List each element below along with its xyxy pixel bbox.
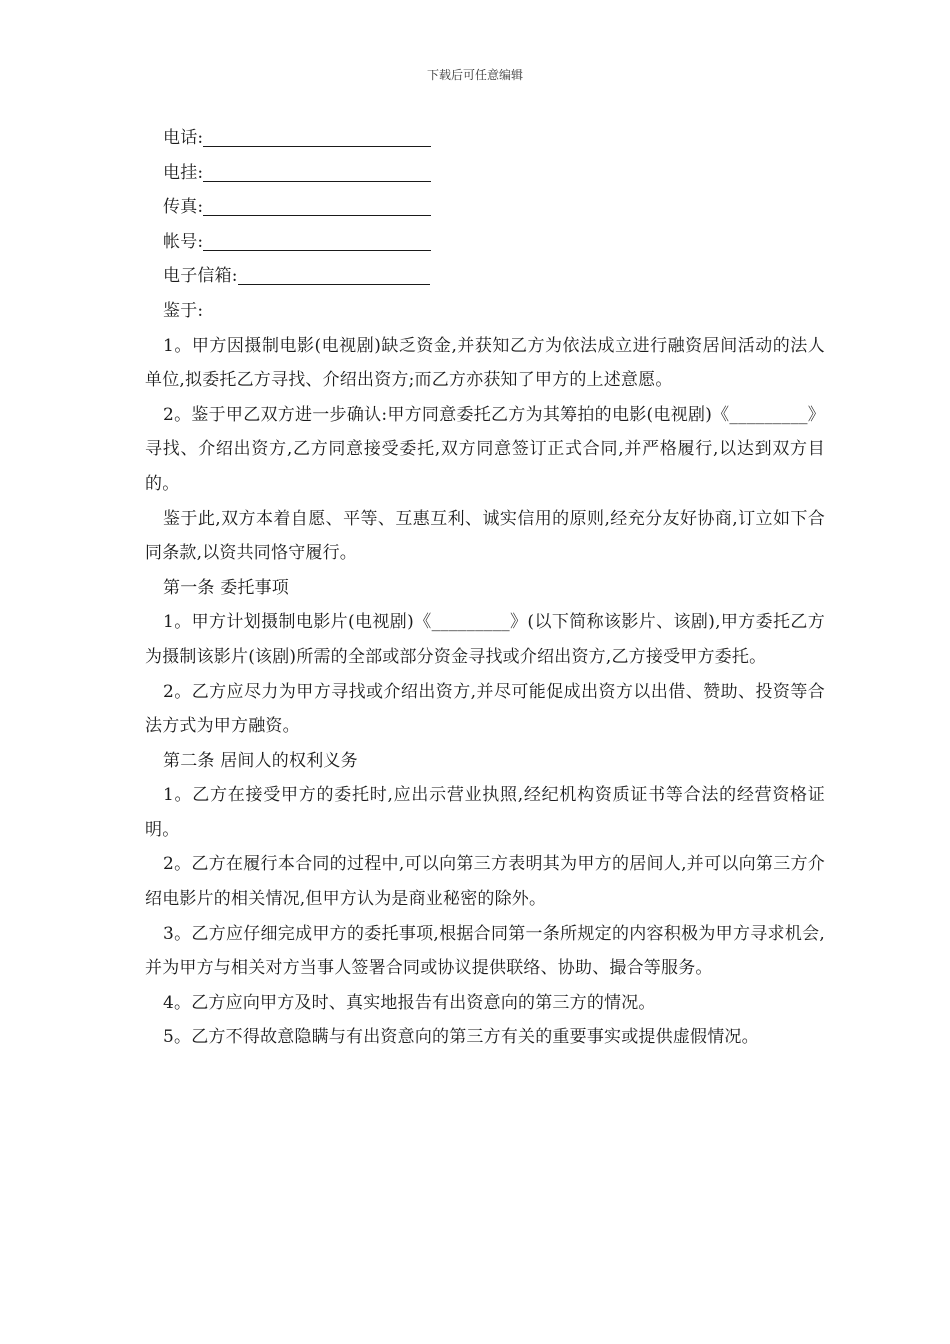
email-field (145, 259, 825, 294)
article-2-item-1: 1。乙方在接受甲方的委托时,应出示营业执照,经纪机构资质证书等合法的经营资格证明。 (145, 785, 825, 840)
contract-body (145, 121, 825, 1055)
field-label: 电挂: (163, 162, 204, 183)
cable-field (145, 156, 825, 191)
account-field (145, 225, 825, 260)
article-1-title: 第一条 委托事项 (163, 577, 290, 598)
cable-blank[interactable] (203, 161, 431, 182)
whereas-conclusion: 鉴于此,双方本着自愿、平等、互惠互利、诚实信用的原则,经充分友好协商,订立如下合同条款,以资共同恪守履行。 (145, 508, 825, 564)
article-2-title: 第二条 居间人的权利义务 (163, 750, 358, 771)
phone-blank[interactable] (203, 126, 431, 147)
article-1-item-1: 1。甲方计划摄制电影片(电视剧)《_________》(以下简称该影片、该剧),甲方委托乙方为摄制该影片(该剧)所需的全部或部分资金寻找或介绍出资方,乙方接受甲方委托。 (145, 612, 825, 667)
field-label: 电话: (163, 128, 204, 148)
field-label: 电子信箱: (163, 266, 238, 287)
fax-field (145, 190, 825, 225)
fax-blank[interactable] (203, 195, 431, 216)
account-blank[interactable] (203, 230, 431, 251)
article-2-item-4: 4。乙方应向甲方及时、真实地报告有出资意向的第三方的情况。 (163, 992, 656, 1013)
field-label: 帐号: (163, 231, 204, 252)
whereas-label: 鉴于: (163, 300, 204, 321)
email-blank[interactable] (238, 264, 430, 285)
whereas-clause-1: 1。甲方因摄制电影(电视剧)缺乏资金,并获知乙方为依法成立进行融资居间活动的法人单位,拟委托乙方寻找、介绍出资方;而乙方亦获知了甲方的上述意愿。 (145, 335, 825, 391)
phone-field (145, 121, 825, 156)
whereas-clause-2: 2。鉴于甲乙双方进一步确认:甲方同意委托乙方为其筹拍的电影(电视剧)《_________》寻找、介绍出资方,乙方同意接受委托,双方同意签订正式合同,并严格履行,以达到双方目的。 (145, 404, 825, 494)
article-2-item-5: 5。乙方不得故意隐瞒与有出资意向的第三方有关的重要事实或提供虚假情况。 (163, 1027, 759, 1048)
article-1-item-2: 2。乙方应尽力为甲方寻找或介绍出资方,并尽可能促成出资方以出借、赞助、投资等合法方式为甲方融资。 (145, 681, 825, 737)
field-label: 传真: (163, 197, 204, 218)
article-2-item-3: 3。乙方应仔细完成甲方的委托事项,根据合同第一条所规定的内容积极为甲方寻求机会,并为甲方与相关对方当事人签署合同或协议提供联络、协助、撮合等服务。 (145, 923, 825, 979)
page-header-note: 下载后可任意编辑 (426, 68, 523, 82)
article-2-item-2: 2。乙方在履行本合同的过程中,可以向第三方表明其为甲方的居间人,并可以向第三方介绍电影片的相关情况,但甲方认为是商业秘密的除外。 (145, 854, 825, 910)
